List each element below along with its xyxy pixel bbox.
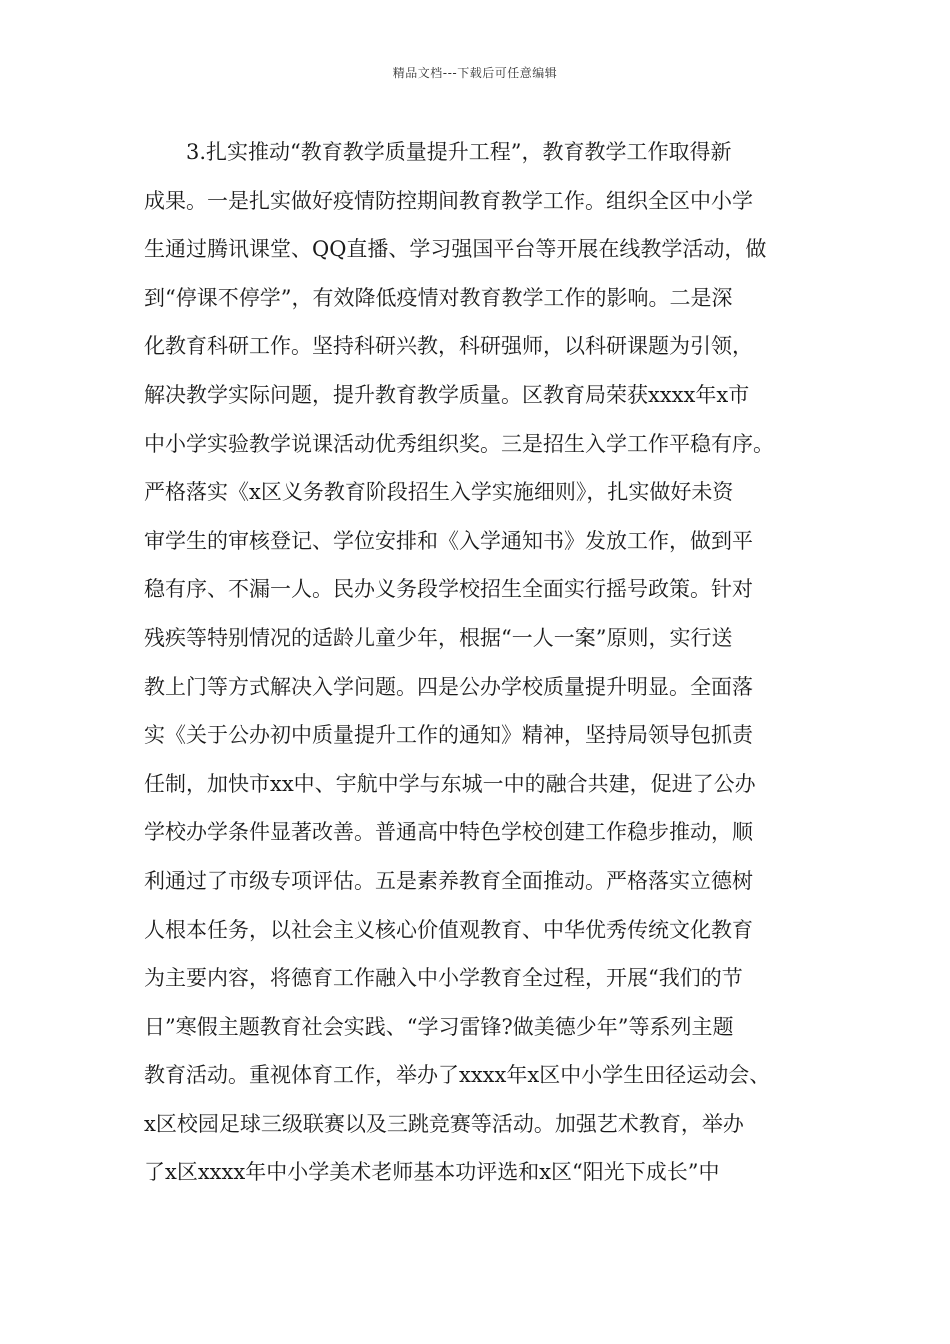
text-line: 残疾等特别情况的适龄儿童少年，根据“一人一案”原则，实行送	[144, 625, 733, 650]
text-line: 实《关于公办初中质量提升工作的通知》精神，坚持局领导包抓责	[144, 723, 753, 748]
document-body	[144, 128, 816, 1197]
text-line: 严格落实《x区义务教育阶段招生入学实施细则》，扎实做好未资	[144, 480, 734, 505]
text-line: 教育活动。重视体育工作，举办了xxxx年x区中小学生田径运动会、	[144, 1063, 771, 1088]
text-line: x区校园足球三级联赛以及三跳竞赛等活动。加强艺术教育，举办	[144, 1111, 744, 1136]
text-line: 学校办学条件显著改善。普通高中特色学校创建工作稳步推动，顺	[144, 820, 753, 845]
text-line: 中小学实验教学说课活动优秀组织奖。三是招生入学工作平稳有序。	[144, 431, 774, 456]
text-line: 任制，加快市xx中、宇航中学与东城一中的融合共建，促进了公办	[144, 771, 756, 796]
text-line: 生通过腾讯课堂、QQ直播、学习强国平台等开展在线教学活动，做	[144, 237, 767, 262]
text-line: 审学生的审核登记、学位安排和《入学通知书》发放工作，做到平	[144, 528, 753, 553]
text-line: 人根本任务，以社会主义核心价值观教育、中华优秀传统文化教育	[144, 917, 753, 942]
text-line: 了x区xxxx年中小学美术老师基本功评选和x区“阳光下成长”中	[144, 1160, 720, 1185]
text-line: 化教育科研工作。坚持科研兴教，科研强师，以科研课题为引领，	[144, 334, 753, 359]
text-line: 成果。一是扎实做好疫情防控期间教育教学工作。组织全区中小学	[144, 188, 753, 213]
text-line: 利通过了市级专项评估。五是素养教育全面推动。严格落实立德树	[144, 868, 753, 893]
text-line: 3.扎实推动“教育教学质量提升工程”，教育教学工作取得新	[186, 140, 732, 164]
page-header: 精品文档---下载后可任意编辑	[392, 66, 558, 80]
text-line: 稳有序、不漏一人。民办义务段学校招生全面实行摇号政策。针对	[144, 577, 753, 602]
text-line: 教上门等方式解决入学问题。四是公办学校质量提升明显。全面落	[144, 674, 753, 699]
text-line: 到“停课不停学”，有效降低疫情对教育教学工作的影响。二是深	[144, 285, 733, 310]
text-line: 解决教学实际问题，提升教育教学质量。区教育局荣获xxxx年x市	[144, 382, 750, 407]
text-line: 为主要内容，将德育工作融入中小学教育全过程，开展“我们的节	[144, 966, 743, 991]
text-line: 日”寒假主题教育社会实践、“学习雷锋?做美德少年”等系列主题	[144, 1014, 734, 1039]
